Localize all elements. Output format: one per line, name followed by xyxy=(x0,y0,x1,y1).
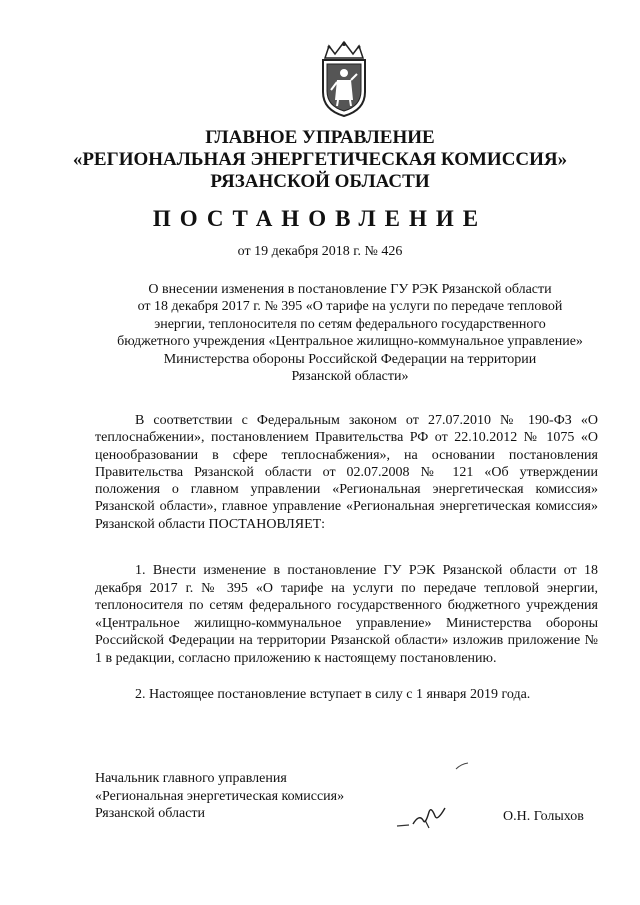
subject-line: О внесении изменения в постановление ГУ РЭК Рязанской области xyxy=(148,282,552,297)
ryazan-coat-of-arms-icon xyxy=(315,40,373,118)
handwritten-signature-icon xyxy=(395,800,455,830)
org-line: РЯЗАНСКОЙ ОБЛАСТИ xyxy=(210,171,430,192)
document-type: ПОСТАНОВЛЕНИЕ xyxy=(152,206,488,231)
resolution-item-2: 2. Настоящее постановление вступает в силу с 1 января 2019 года. xyxy=(135,687,531,702)
organization-title xyxy=(60,127,580,193)
signatory-title-line: Начальник главного управления xyxy=(95,771,287,786)
subject-line: энергии, теплоносителя по сетям федерального государственного xyxy=(154,316,546,332)
subject-line: бюджетного учреждения «Центральное жилищно-коммунальное управление» xyxy=(117,334,583,350)
signatory-name: О.Н. Голыхов xyxy=(503,809,584,824)
org-line: «РЕГИОНАЛЬНАЯ ЭНЕРГЕТИЧЕСКАЯ КОМИССИЯ» xyxy=(72,149,568,170)
subject-line: Министерства обороны Российской Федерации на территории xyxy=(163,351,537,367)
document-date: от 19 декабря 2018 г. № 426 xyxy=(237,244,403,259)
document-subject xyxy=(95,281,605,385)
signatory-title-line: Рязанской области xyxy=(95,806,206,821)
preamble-paragraph: В соответствии с Федеральным законом от 27.07.2010 № 190-ФЗ «О теплоснабжении», постановлением Правительства РФ от 22.10.2012 № 1075 «О ценообразовании в сфере теплоснабжения», на основании постановления Правительства Рязанской области от 02.07.2008 № 121 «Об утверждении положения о главном управлении «Региональная энергетическая комиссия» Рязанской области», главное управление «Региональная энергетическая комиссия» Рязанской области ПОСТАНОВЛЯЕТ: xyxy=(95,413,598,532)
resolution-item-1: 1. Внести изменение в постановление ГУ РЭК Рязанской области от 18 декабря 2017 г. № 395 «О тарифе на услуги по передаче тепловой энергии, теплоносителя по сетям федерального государственного бюджетного учреждения «Центральное жилищно-коммунальное управление» Министерства обороны Российской Федерации на территории Рязанской области» изложив приложение № 1 в редакции, согласно приложению к настоящему постановлению. xyxy=(95,563,598,666)
signatory-title-line: «Региональная энергетическая комиссия» xyxy=(95,788,345,804)
pen-mark-icon xyxy=(455,762,469,770)
org-line: ГЛАВНОЕ УПРАВЛЕНИЕ xyxy=(205,127,435,148)
subject-line: Рязанской области» xyxy=(291,369,409,385)
subject-line: от 18 декабря 2017 г. № 395 «О тарифе на услуги по передаче тепловой xyxy=(137,299,563,315)
